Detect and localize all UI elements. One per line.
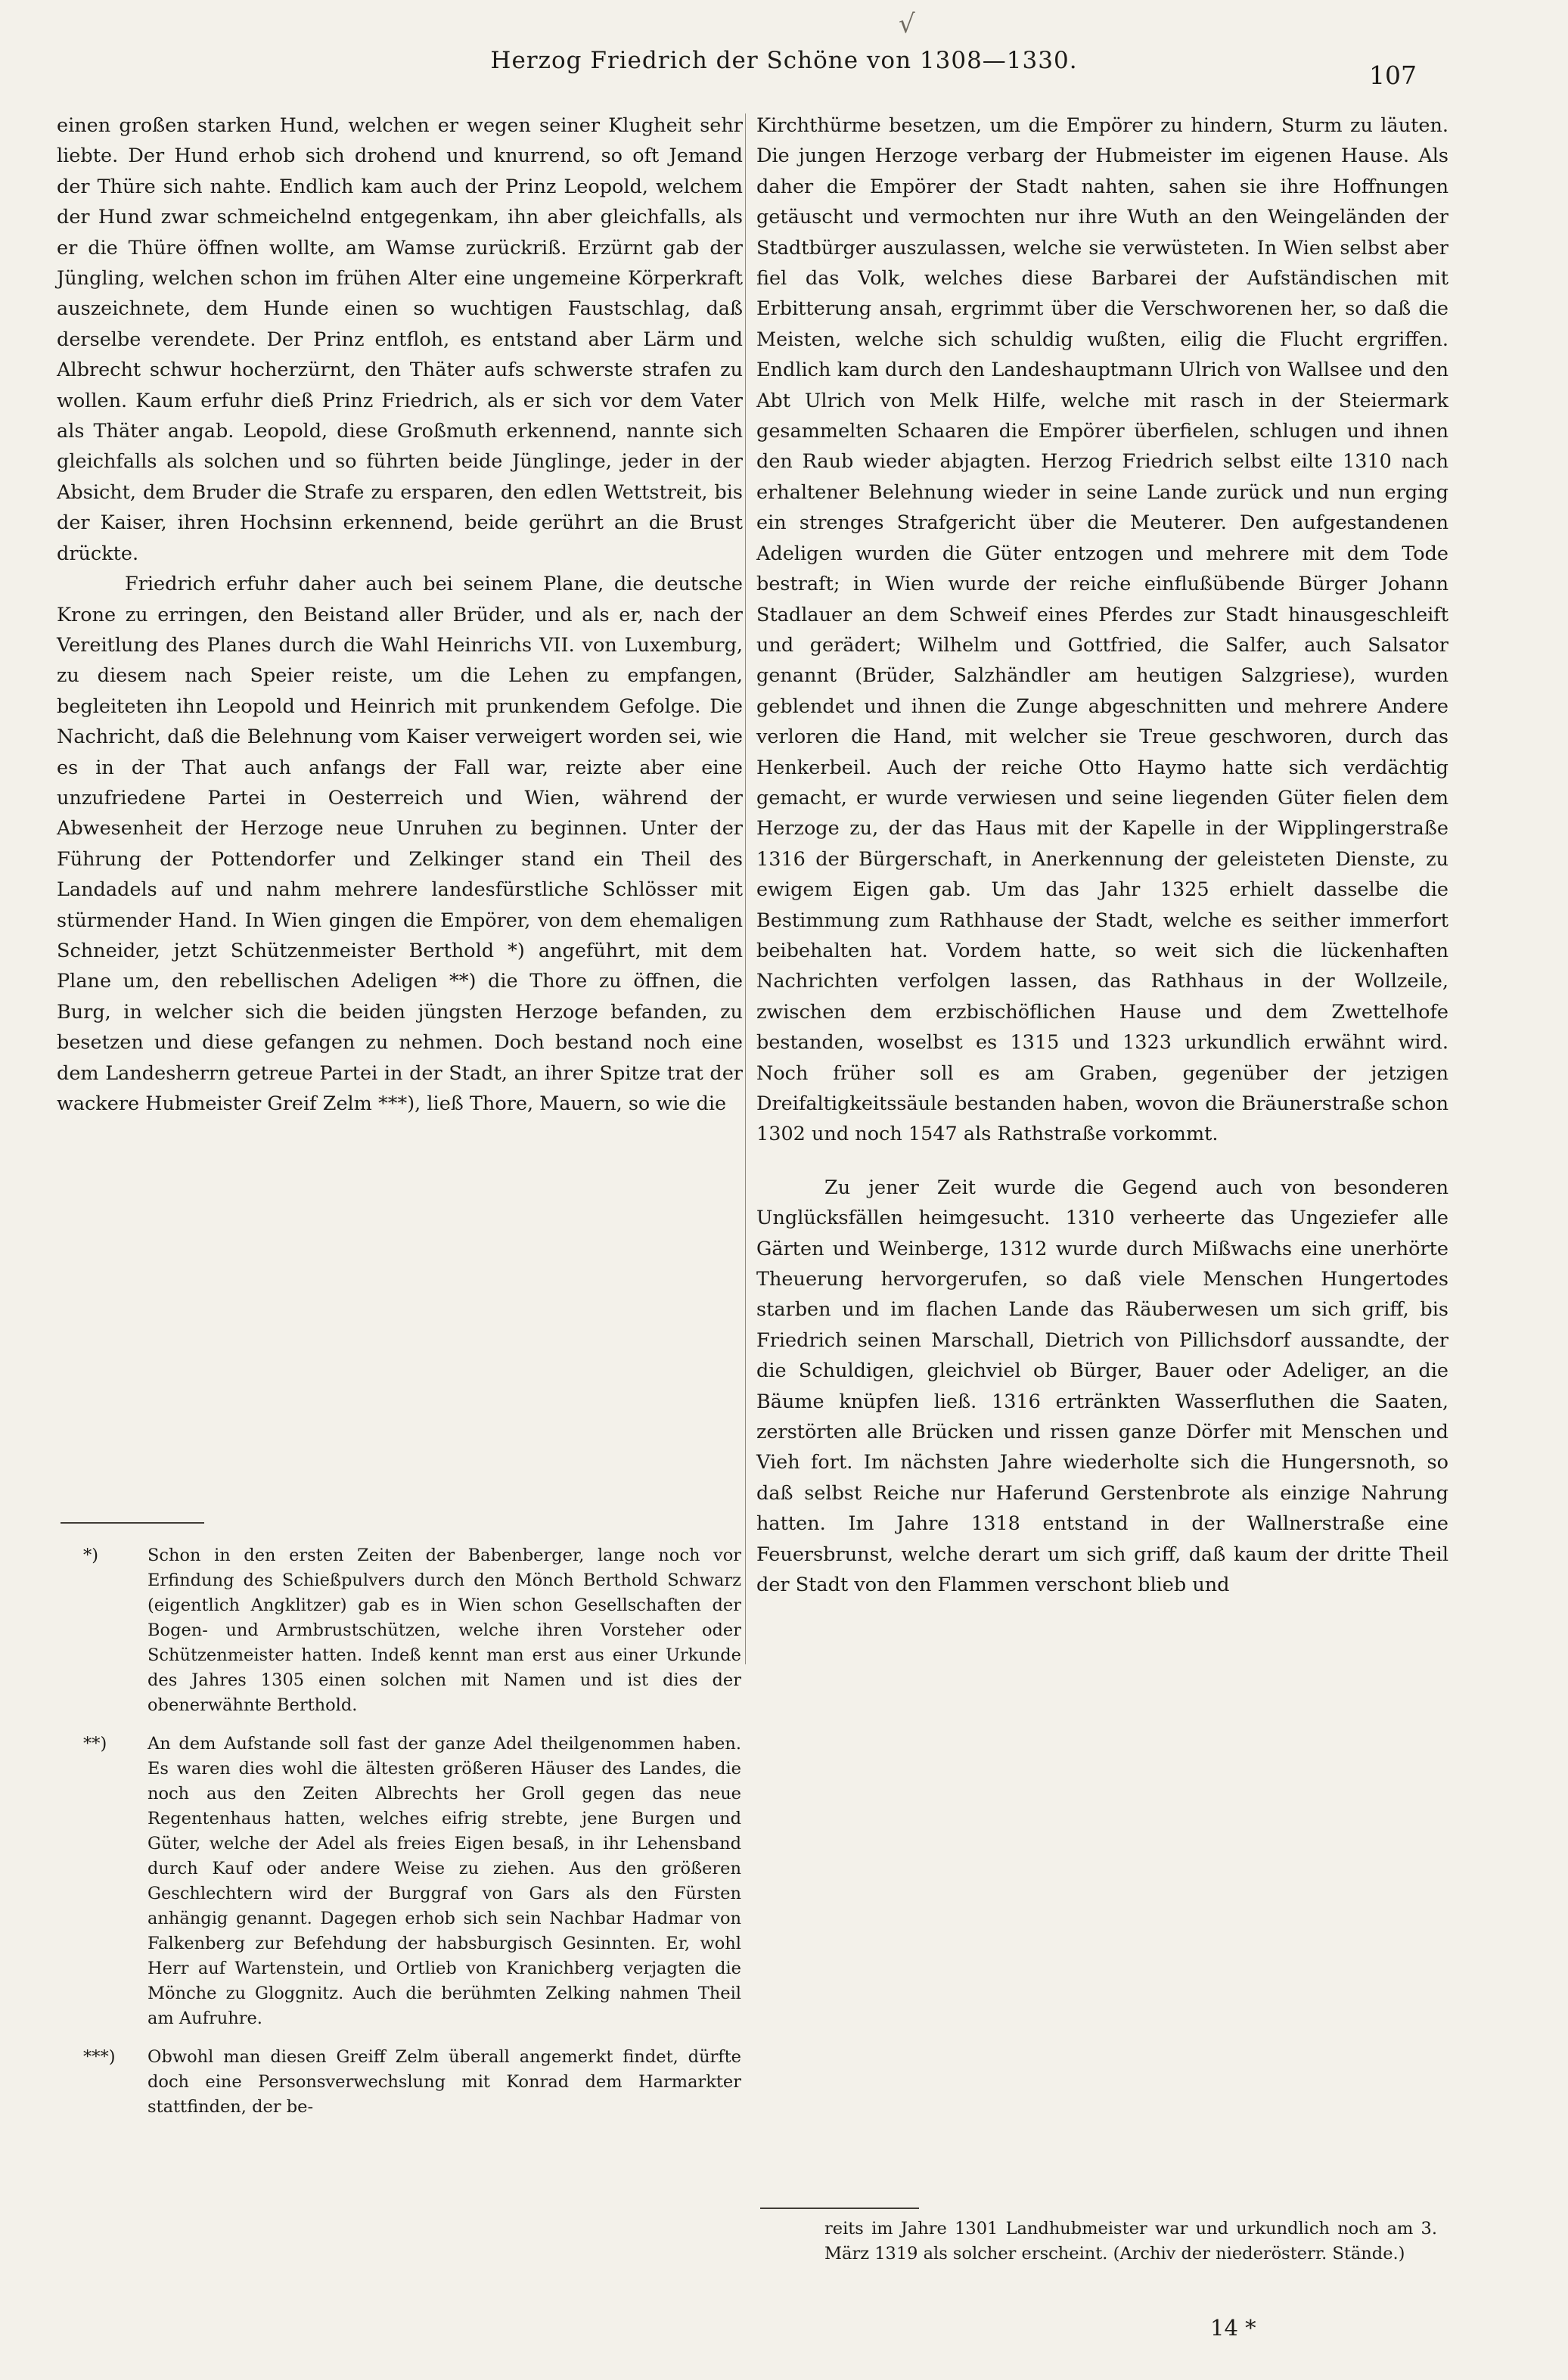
right-paragraph-2: Zu jener Zeit wurde die Gegend auch von besonderen Unglücksfällen heimgesucht. 1310 verheerte das Ungeziefer alle Gärten und Weinberge, 1312 wurde durch Mißwachs eine unerhörte Theuerung hervorgerufen, so daß viele Menschen Hungertodes starben und im flachen Lande das Räuberwesen um sich griff, bis Friedrich seinen Marschall, Dietrich von Pillichsdorf aussandte, der die Schuldigen, gleichviel ob Bürger, Bauer oder Adeliger, an die Bäume knüpfen ließ. 1316 ertränkten Wasserfluthen die Saaten, zerstörten alle Brücken und rissen ganze Dörfer mit Menschen und Vieh fort. Im nächsten Jahre wiederholte sich die Hungersnoth, so daß selbst Reiche nur Haferund Gerstenbrote als einzige Nahrung hatten. Im Jahre 1318 entstand in der Wallnerstraße eine Feuersbrunst, welche derart um sich griff, daß kaum der dritte Theil der Stadt von den Flammen verschont blieb und: [756, 1176, 1448, 1597]
running-title: Herzog Friedrich der Schöne von 1308—1330.: [490, 47, 1078, 74]
footnote-rule-right: [760, 2208, 919, 2209]
page-header: [0, 9, 1568, 92]
right-paragraph-1: Kirchthürme besetzen, um die Empörer zu hindern, Sturm zu läuten. Die jungen Herzoge verbarg der Hubmeister im eigenen Hause. Als daher die Empörer der Stadt nahten, sahen sie ihre Hoffnungen getäuscht und vermochten nur ihre Wuth an den Weingeländen der Stadtbürger auszulassen, welche sie verwüsteten. In Wien selbst aber fiel das Volk, welches diese Barbarei der Aufständischen mit Erbitterung ansah, ergrimmt über die Verschworenen her, so daß die Meisten, welche sich schuldig wußten, eilig die Flucht ergriffen. Endlich kam durch den Landeshauptmann Ulrich von Wallsee und den Abt Ulrich von Melk Hilfe, welche mit rasch in der Steiermark gesammelten Schaaren die Empörer überfielen, schlugen und ihnen den Raub wieder abjagten. Herzog Friedrich selbst eilte 1310 nach erhaltener Belehnung wieder in seine Lande zurück und nun erging ein strenges Strafgericht über die Meuterer. Den aufgestandenen Adeligen wurden die Güter entzogen und mehrere mit dem Tode bestraft; in Wien wurde der reiche einflußübende Bürger Johann Stadlauer an dem Schweif eines Pferdes zur Stadt hinausgeschleift und gerädert; Wilhelm und Gottfried, die Salfer, auch Salsator genannt (Brüder, Salzhändler am heutigen Salzgriese), wurden geblendet und ihnen die Zunge abgeschnitten und mehrere Andere verloren die Hand, mit welcher sie Treue geschworen, durch das Henkerbeil. Auch der reiche Otto Haymo hatte sich verdächtig gemacht, er wurde verwiesen und seine liegenden Güter fielen dem Herzoge zu, der das Haus mit der Kapelle in der Wipplingerstraße 1316 der Bürgerschaft, in Anerkennung der geleisteten Dienste, zu ewigem Eigen gab. Um das Jahr 1325 erhielt dasselbe die Bestimmung zum Rathhause der Stadt, welche es seither immerfort beibehalten hat. Vordem hatte, so weit sich die lückenhaften Nachrichten verfolgen lassen, das Rathhaus in der Wollzeile, zwischen dem erzbischöflichen Hause und dem Zwettelhofe bestanden, woselbst es 1315 und 1323 urkundlich erwähnt wird. Noch früher soll es am Graben, gegenüber der jetzigen Dreifaltigkeitssäule bestanden haben, wovon die Bräunerstraße schon 1302 und noch 1547 als Rathstraße vorkommt.: [756, 114, 1448, 1146]
left-column: [57, 110, 743, 1119]
footnotes: [57, 1543, 741, 2133]
footnote-rule-left: [61, 1522, 204, 1524]
left-paragraph-1: einen großen starken Hund, welchen er wegen seiner Klugheit sehr liebte. Der Hund erhob sich drohend und knurrend, so oft Jemand der Thüre sich nahte. Endlich kam auch der Prinz Leopold, welchem der Hund zwar schmeichelnd entgegenkam, ihn aber gleichfalls, als er die Thüre öffnen wollte, am Wamse zurückriß. Erzürnt gab der Jüngling, welchen schon im frühen Alter eine ungemeine Körperkraft auszeichnete, dem Hunde einen so wuchtigen Faustschlag, daß derselbe verendete. Der Prinz entfloh, es entstand aber Lärm und Albrecht schwur hocherzürnt, den Thäter aufs schwerste strafen zu wollen. Kaum erfuhr dieß Prinz Friedrich, als er sich vor dem Vater als Thäter angab. Leopold, diese Großmuth erkennend, nannte sich gleichfalls als solchen und so führten beide Jünglinge, jeder in der Absicht, dem Bruder die Strafe zu ersparen, den edlen Wettstreit, bis der Kaiser, ihren Hochsinn erkennend, beide gerührt an die Brust drückte.: [57, 114, 743, 565]
pencil-check-mark: √: [899, 9, 915, 39]
signature-mark: 14 *: [1210, 2315, 1256, 2341]
footnote-text: Schon in den ersten Zeiten der Babenberger, lange noch vor Erfindung des Schießpulvers durch den Mönch Berthold Schwarz (eigentlich Angklitzer) gab es in Wien schon Gesellschaften der Bogen- und Armbrustschützen, welche ihren Vorsteher oder Schützenmeister hatten. Indeß kennt man erst aus einer Urkunde des Jahres 1305 einen solchen mit Namen und ist dies der obenerwähnte Berthold.: [147, 1546, 741, 1715]
footnote-mark: **): [83, 1734, 107, 1754]
footnote-mark: *): [83, 1546, 99, 1565]
column-divider: [745, 113, 746, 1664]
footnote-text: An dem Aufstande soll fast der ganze Adel theilgenommen haben. Es waren dies wohl die ältesten größeren Häuser des Landes, die noch aus den Zeiten Albrechts her Groll gegen das neue Regentenhaus hatten, welches eifrig strebte, jene Burgen und Güter, welche der Adel als freies Eigen besaß, in ihr Lehensband durch Kauf oder andere Weise zu ziehen. Aus den größeren Geschlechtern wird der Burggraf von Gars als den Fürsten anhängig genannt. Dagegen erhob sich sein Nachbar Hadmar von Falkenberg zur Befehdung der habsburgisch Gesinnten. Er, wohl Herr auf Wartenstein, und Ortlieb von Kranichberg verjagten die Mönche zu Gloggnitz. Auch die berühmten Zelking nahmen Theil am Aufruhre.: [147, 1734, 741, 2028]
footnote-text: Obwohl man diesen Greiff Zelm überall angemerkt findet, dürfte doch eine Personsverwechslung mit Konrad dem Harmarkter stattfinden, der be-: [147, 2047, 741, 2117]
footnote: [57, 2045, 741, 2120]
right-column: [756, 110, 1448, 1601]
footnote-continuation: reits im Jahre 1301 Landhubmeister war und urkundlich noch am 3. März 1319 als solcher erscheint. (Archiv der niederösterr. Stände.): [824, 2219, 1437, 2263]
footnote-mark: ***): [83, 2047, 116, 2067]
footnote: [57, 1732, 741, 2031]
footnote: [57, 1543, 741, 1718]
left-paragraph-2: Friedrich erfuhr daher auch bei seinem Plane, die deutsche Krone zu erringen, den Beistand aller Brüder, und als er, nach der Vereitlung des Planes durch die Wahl Heinrichs VII. von Luxemburg, zu diesem nach Speier reiste, um die Lehen zu empfangen, begleiteten ihn Leopold und Heinrich mit prunkendem Gefolge. Die Nachricht, daß die Belehnung vom Kaiser verweigert worden sei, wie es in der That auch anfangs der Fall war, reizte aber eine unzufriedene Partei in Oesterreich und Wien, während der Abwesenheit der Herzoge neue Unruhen zu beginnen. Unter der Führung der Pottendorfer und Zelkinger stand ein Theil des Landadels auf und nahm mehrere landesfürstliche Schlösser mit stürmender Hand. In Wien gingen die Empörer, von dem ehemaligen Schneider, jetzt Schützenmeister Berthold *) angeführt, mit dem Plane um, den rebellischen Adeligen **) die Thore zu öffnen, die Burg, in welcher sich die beiden jüngsten Herzoge befanden, zu besetzen und diese gefangen zu nehmen. Doch bestand noch eine dem Landesherrn getreue Partei in der Stadt, an ihrer Spitze trat der wackere Hubmeister Greif Zelm ***), ließ Thore, Mauern, so wie die: [57, 573, 743, 1115]
page-number: 107: [1369, 61, 1417, 90]
